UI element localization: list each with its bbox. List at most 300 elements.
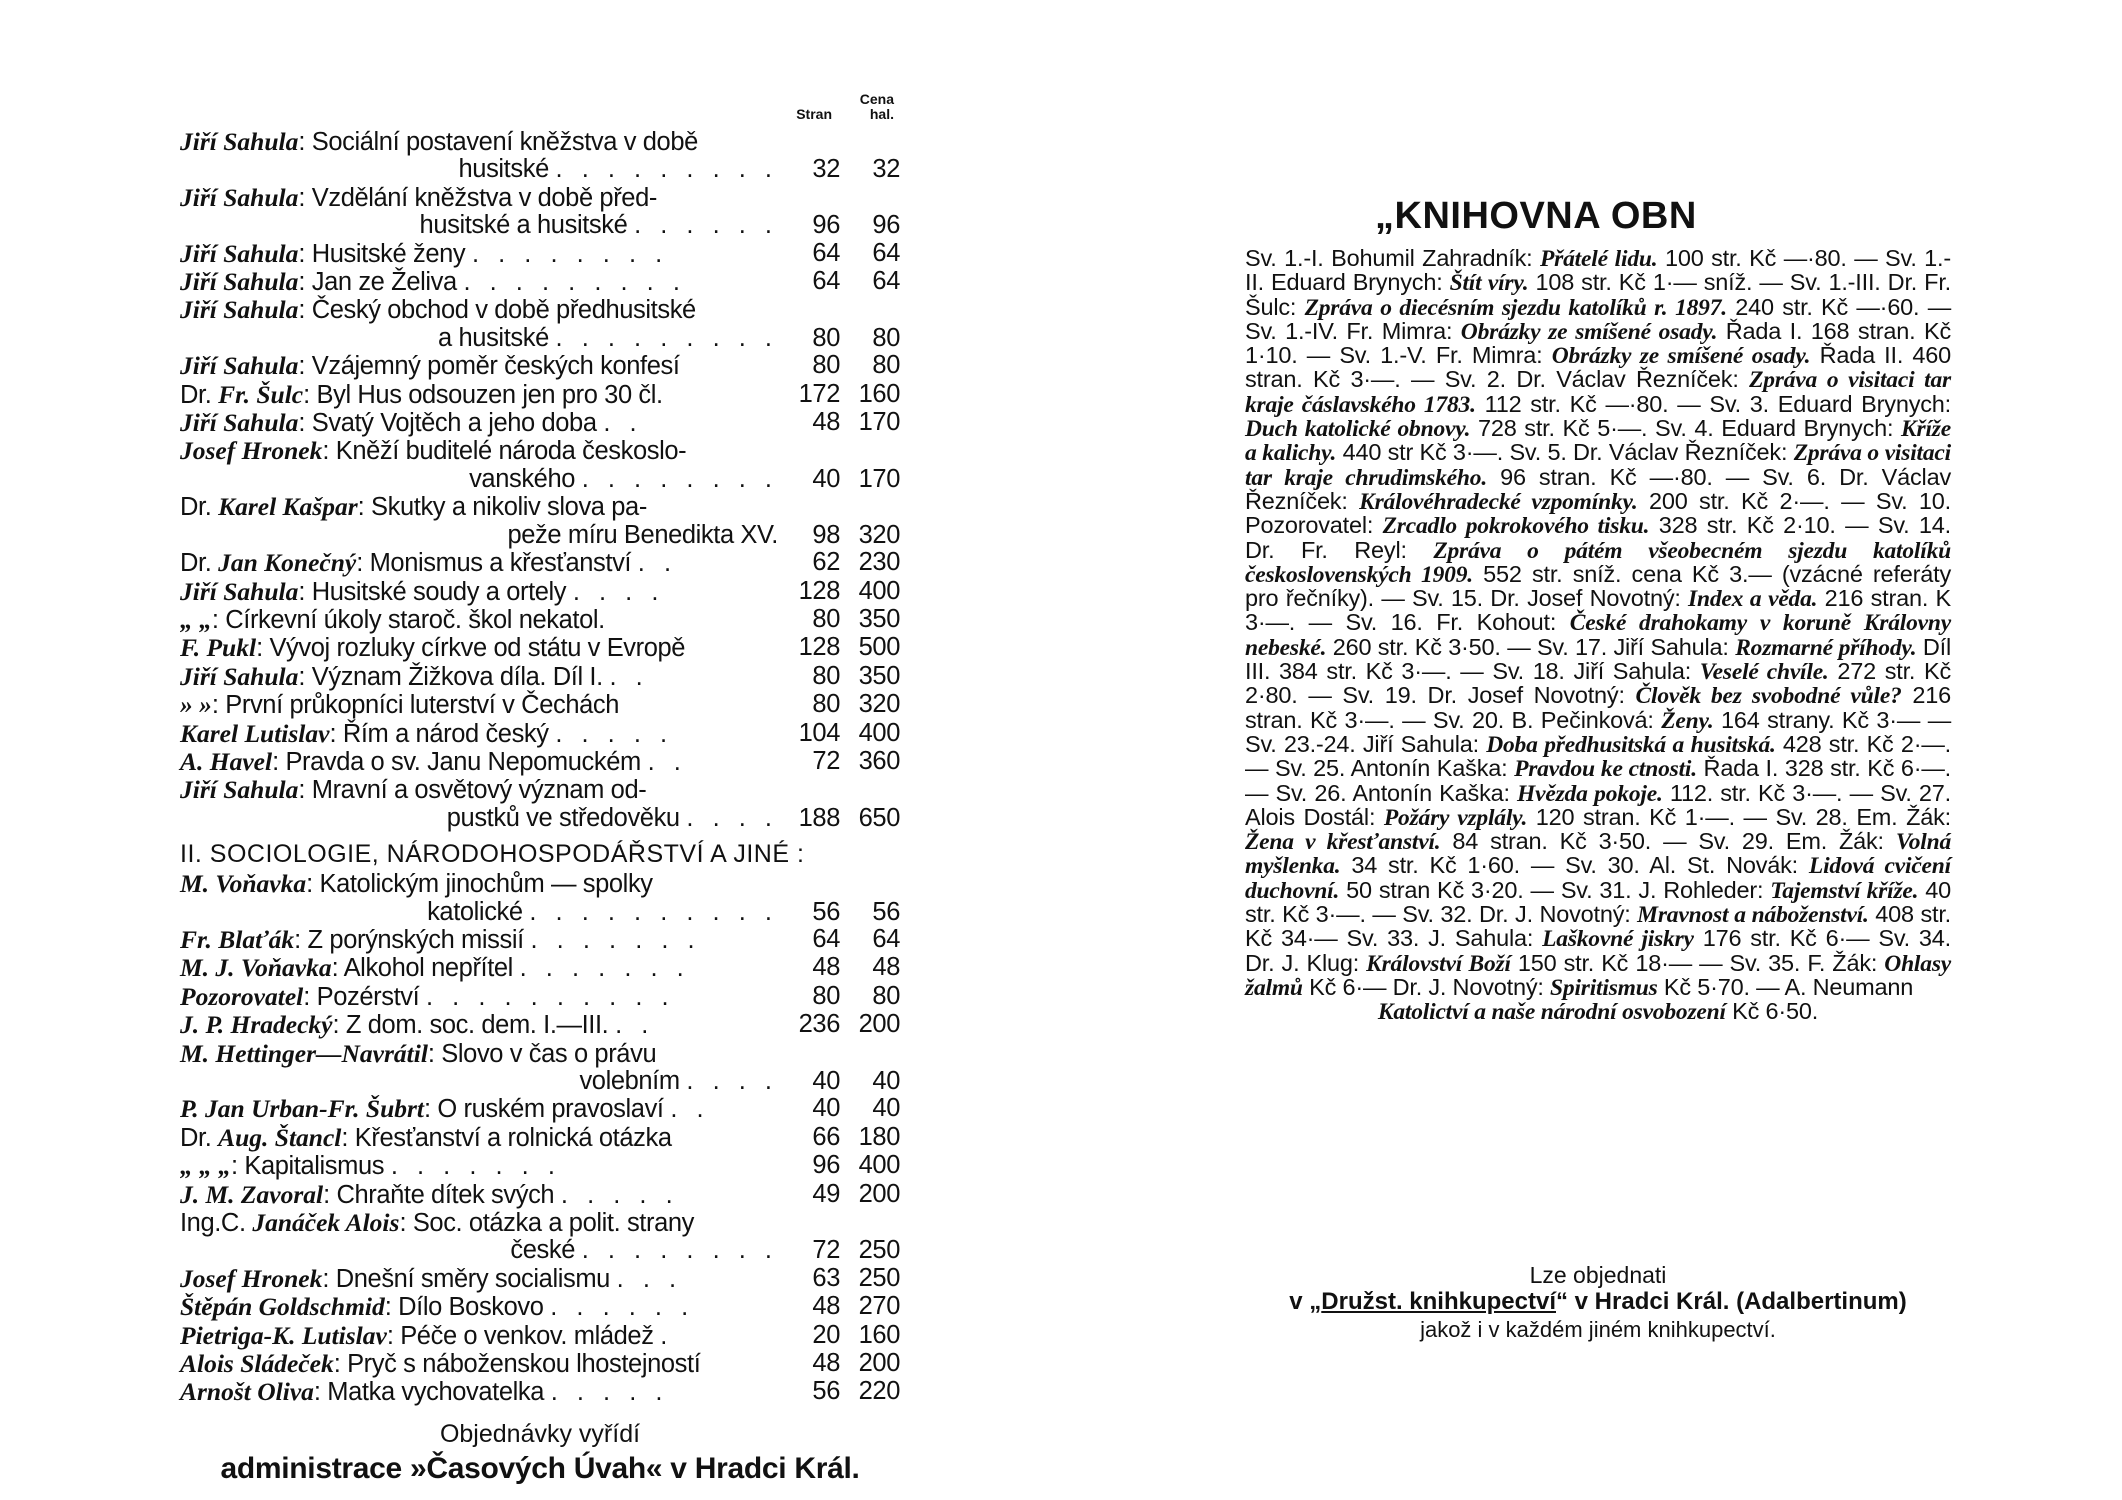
title-continuation: pustků ve středověku . . . . xyxy=(446,803,778,832)
price: 160 xyxy=(858,379,900,408)
leader-dots: . . . . xyxy=(686,1067,778,1095)
author: Jiří Sahula xyxy=(180,295,299,325)
book-details: 240 str. Kč —·60. — xyxy=(1726,293,1951,320)
book-details: 96 stran. Kč —·80. — xyxy=(1487,463,1763,490)
book-title: Doba předhusitská a husitská. xyxy=(1486,731,1776,758)
book-title: Slovo v čas o právu xyxy=(441,1039,657,1068)
book-title: Církevní úkoly staroč. škol nekatol. xyxy=(225,605,605,634)
book-title: Obrázky ze smíšené osady. xyxy=(1460,318,1718,345)
catalogue-entry xyxy=(180,720,900,748)
leader-dots: . . xyxy=(615,1011,655,1040)
book-title: Ohlasy žalmů xyxy=(1245,950,1951,1001)
order-address: administrace »Časových Úvah« v Hradci Král. xyxy=(220,1451,860,1485)
book-title: Mravnost a náboženství. xyxy=(1637,902,1869,929)
author: Fr. Blaťák xyxy=(180,924,295,954)
author: Pietriga-K. Lutislav xyxy=(180,1320,387,1350)
book-title: Člověk bez svobodné vůle? xyxy=(1635,683,1902,710)
series-item xyxy=(1347,925,1879,951)
page-count: 40 xyxy=(812,1094,840,1123)
book-title: Kapitalismus xyxy=(244,1152,385,1181)
author: Jiří Sahula xyxy=(180,267,299,297)
page-count: 96 xyxy=(812,1151,840,1180)
price: 200 xyxy=(858,1349,900,1378)
catalogue-list xyxy=(180,128,900,1489)
entry-text: Jiří Sahula: Český obchod v době předhusitské a husitské . . . . . . . . . xyxy=(180,295,778,352)
book-title: Svatý Vojtěch a jeho doba xyxy=(311,409,597,438)
book-title: Zrcadlo pokrokového tisku. xyxy=(1382,513,1650,540)
price: 250 xyxy=(858,1236,900,1265)
book-title: Monismus a křesťanství xyxy=(369,549,632,578)
series-item xyxy=(1433,707,1951,733)
volume-author: Sv. 23.-24. Jiří Sahula: xyxy=(1245,730,1487,757)
author: Arnošt Oliva xyxy=(180,1377,314,1407)
book-details: 260 str. Kč 3·50. — xyxy=(1326,633,1537,660)
page-count: 32 xyxy=(812,155,840,184)
price: 270 xyxy=(858,1292,900,1321)
series-last-item xyxy=(1245,1000,1951,1024)
page-count: 40 xyxy=(812,1067,840,1095)
catalogue-entry xyxy=(180,1350,900,1378)
price: 64 xyxy=(872,924,900,953)
catalogue-entry xyxy=(180,663,900,691)
author: „ „ xyxy=(180,604,212,634)
volume-author: Sv. 16. Fr. Kohout: xyxy=(1345,609,1570,636)
book-title: Skutky a nikoliv slova pa- xyxy=(371,493,647,522)
order-note: Objednávky vyřídí xyxy=(439,1419,641,1448)
entry-text: J. M. Zavoral: Chraňte dítek svých . . . . . xyxy=(180,1179,679,1209)
volume-author: Sv. 1.-V. Fr. Mimra: xyxy=(1339,342,1552,369)
entry-text: Jiří Sahula: Sociální postavení kněžstva v době husitské . . . . . . . . . xyxy=(180,127,778,184)
author: Štěpán Goldschmid xyxy=(180,1292,385,1322)
book-title: Veselé chvíle. xyxy=(1699,659,1829,686)
book-title: Duch katolické obnovy. xyxy=(1245,416,1471,443)
book-details: 84 stran. Kč 3·50. — xyxy=(1440,828,1699,855)
price: 96 xyxy=(872,211,900,240)
volume-author: Sv. 25. Antonín Kaška: xyxy=(1274,755,1515,782)
entry-text: M. J. Voňavka: Alkohol nepřítel . . . . . . . xyxy=(180,953,690,983)
page-count: 66 xyxy=(812,1122,840,1151)
page-count: 64 xyxy=(812,924,840,953)
series-items xyxy=(1245,245,1951,1000)
catalogue-entry xyxy=(180,748,900,776)
leader-dots: . . . . . . . . xyxy=(581,464,778,493)
catalogue-part-1 xyxy=(180,128,900,832)
volume-author: Sv. 19. Dr. Josef Novotný: xyxy=(1342,682,1636,709)
book-details: 120 stran. Kč 1·—. — xyxy=(1527,803,1776,830)
book-details: 164 strany. Kč 3·— — xyxy=(1713,706,1951,733)
catalogue-entry xyxy=(180,1095,900,1123)
entry-text: Pietriga-K. Lutislav: Péče o venkov. mládež . xyxy=(180,1320,674,1350)
page-count: 104 xyxy=(798,718,840,747)
author-prefix: Dr. xyxy=(180,1123,212,1152)
entry-text: Alois Sládeček: Pryč s náboženskou lhostejností xyxy=(180,1349,701,1379)
author: Aug. Štancl xyxy=(218,1122,342,1152)
pages-column-header: Stran xyxy=(796,106,832,122)
book-title: Přátelé lidu. xyxy=(1540,246,1658,272)
volume-author: Sv. 27. Alois Dostál: xyxy=(1245,779,1952,830)
book-title: Chraňte dítek svých xyxy=(336,1180,555,1209)
price: 400 xyxy=(858,576,900,605)
book-title: Zpráva o visitaci tar kraje chrudimského. xyxy=(1245,440,1951,491)
book-details: Díl III. 384 str. Kč 3·—. — xyxy=(1245,633,1952,685)
book-title: Zpráva o diecésním sjezdu katolíků r. 1897. xyxy=(1304,294,1727,321)
book-title: Tajemství kříže. xyxy=(1770,877,1919,904)
author: Jiří Sahula xyxy=(180,408,299,438)
entry-text: M. Voňavka: Katolickým jinochům — spolky katolické . . . . . . . . . . xyxy=(180,869,778,926)
leader-dots: . . . . . . . . . xyxy=(463,268,686,297)
author: Janáček Alois xyxy=(252,1208,400,1238)
catalogue-entry xyxy=(180,409,900,437)
volume-author: Sv. 6. Dr. Václav Řezníček: xyxy=(1245,463,1951,514)
leader-dots: . . . . . . . . xyxy=(581,1236,778,1265)
page-count: 80 xyxy=(812,323,840,352)
entry-text: Jiří Sahula: Význam Žižkova díla. Díl I. . . xyxy=(180,661,649,691)
catalogue-entry xyxy=(180,1181,900,1209)
book-title: Obrázky ze smíšené osady. xyxy=(1551,343,1811,370)
book-title: Soc. otázka a polit. strany xyxy=(412,1209,694,1238)
volume-author: Sv. 17. Jiří Sahula: xyxy=(1536,633,1736,660)
leader-dots: . . . . . xyxy=(550,1378,669,1407)
book-title: Spiritismus xyxy=(1550,974,1658,1001)
catalogue-entry xyxy=(180,1293,900,1321)
book-details: 728 str. Kč 5·—. xyxy=(1470,415,1656,442)
title-continuation: husitské a husitské . . . . . . xyxy=(419,211,778,240)
leader-dots: . . . . . . . . . . xyxy=(425,982,675,1011)
book-details: Kč 6·50. xyxy=(1725,998,1819,1025)
entry-text: M. Hettinger—Navrátil: Slovo v čas o právu volebním . . . . xyxy=(180,1038,778,1095)
price: 80 xyxy=(872,323,900,352)
price: 80 xyxy=(872,981,900,1010)
entry-text: Josef Hronek: Kněží buditelé národa českoslo- vanského . . . . . . . . xyxy=(180,436,778,493)
bookshop-name: Družst. knihkupectví xyxy=(1321,1288,1556,1315)
author: Alois Sládeček xyxy=(180,1349,334,1379)
catalogue-entry xyxy=(180,926,900,954)
leader-dots: . . xyxy=(609,662,649,691)
order-line-3: jakož i v každém jiném knihkupectví. xyxy=(1420,1317,1776,1342)
volume-author: Dr. J. Novotný: xyxy=(1392,973,1551,1000)
page-count: 49 xyxy=(812,1179,840,1208)
author: Pozorovatel xyxy=(180,981,304,1011)
author-prefix: Dr. xyxy=(180,380,212,409)
volume-author: Sv. 29. Em. Žák: xyxy=(1698,828,1896,855)
book-details: Kč 5·70. — A. Neumann xyxy=(1657,973,1914,1000)
volume-author: Sv. 4. Eduard Brynych: xyxy=(1655,415,1902,442)
page-count: 48 xyxy=(812,1349,840,1378)
title-continuation: vanského . . . . . . . . xyxy=(469,464,778,493)
author: Jiří Sahula xyxy=(180,775,299,805)
title-continuation: české . . . . . . . . xyxy=(510,1236,778,1265)
book-details: 108 str. Kč 1·— sníž. — xyxy=(1528,269,1790,296)
book-details: 40 str. Kč 3·—. — xyxy=(1245,876,1951,928)
book-title: Význam Žižkova díla. Díl I. xyxy=(311,662,603,691)
leader-dots: . . xyxy=(670,1095,710,1124)
book-details: 408 str. Kč 34·— xyxy=(1245,901,1952,952)
catalogue-entry xyxy=(180,296,900,352)
entry-text: Dr. Fr. Šulc: Byl Hus odsouzen jen pro 30 čl. xyxy=(180,379,663,409)
price: 400 xyxy=(858,718,900,747)
price: 160 xyxy=(858,1320,900,1349)
author: Josef Hronek xyxy=(180,436,323,466)
volume-author: Sv. 15. Dr. Josef Novotný: xyxy=(1411,585,1689,612)
page-count: 80 xyxy=(812,351,840,380)
catalogue-entry xyxy=(180,381,900,409)
leader-dots: . . . . xyxy=(572,577,665,606)
book-title: Index a věda. xyxy=(1688,586,1818,613)
entry-text: Ing.C. Janáček Alois: Soc. otázka a polit. strany české . . . . . . . . xyxy=(180,1208,778,1265)
book-title: Volná myšlenka. xyxy=(1245,829,1951,880)
page-count: 128 xyxy=(798,633,840,662)
series-list xyxy=(1245,247,1951,1025)
volume-author: Sv. 32. Dr. J. Novotný: xyxy=(1402,901,1638,928)
volume-author: Sv. 10. Pozorovatel: xyxy=(1245,487,1951,539)
book-title: Pozérství xyxy=(316,982,420,1011)
book-title: Ženy. xyxy=(1661,707,1714,734)
book-title: Pravdou ke ctnosti. xyxy=(1514,756,1697,783)
page-count: 98 xyxy=(812,520,840,549)
price: 320 xyxy=(858,520,900,549)
page-count: 172 xyxy=(798,379,840,408)
book-details: 216 stran. Kč 3·—. — xyxy=(1245,682,1951,733)
page-count: 64 xyxy=(812,238,840,267)
entry-text: Dr. Aug. Štancl: Křesťanství a rolnická otázka xyxy=(180,1122,672,1152)
catalogue-entry xyxy=(180,606,900,634)
author: Jiří Sahula xyxy=(180,351,299,381)
leader-dots: . . . xyxy=(616,1264,683,1293)
book-title: Žena v křesťanství. xyxy=(1245,829,1441,856)
volume-author: Sv. 26. Antonín Kaška: xyxy=(1275,779,1518,806)
price: 170 xyxy=(858,464,900,493)
book-title: Pravda o sv. Janu Nepomuckém xyxy=(285,747,641,776)
leader-dots: . xyxy=(660,1321,674,1350)
book-details: 100 str. Kč —·80. — xyxy=(1657,245,1886,271)
author: J. P. Hradecký xyxy=(180,1010,333,1040)
book-title: O ruském pravoslaví xyxy=(437,1095,664,1124)
catalogue-entry xyxy=(180,549,900,577)
book-title: Katolictví a naše národní osvobození xyxy=(1377,999,1726,1026)
leader-dots: . . . . . . . xyxy=(390,1152,561,1181)
price: 32 xyxy=(872,155,900,184)
page-count: 128 xyxy=(798,576,840,605)
book-details: 272 str. Kč 2·80. — xyxy=(1245,658,1951,709)
entry-text: Štěpán Goldschmid: Dílo Boskovo . . . . . . xyxy=(180,1292,695,1322)
book-title: Český obchod v době předhusitské xyxy=(311,296,696,325)
page-count: 188 xyxy=(798,803,840,832)
book-title: Péče o venkov. mládež xyxy=(400,1321,654,1350)
entry-text: » »: První průkopníci luterství v Čechách xyxy=(180,690,620,720)
volume-author: Sv. 14. Dr. Fr. Reyl: xyxy=(1245,512,1951,563)
book-title: České drahokamy v koruně Královny nebeské. xyxy=(1245,610,1951,661)
catalogue-entry xyxy=(180,1322,900,1350)
price: 400 xyxy=(858,1151,900,1180)
book-title: Křesťanství a rolnická otázka xyxy=(354,1123,672,1152)
price: 180 xyxy=(858,1122,900,1151)
book-details: 552 str. sníž. cena Kč 3.— (vzácné referáty pro řečníky). — xyxy=(1245,560,1951,612)
catalogue-entry xyxy=(180,776,900,832)
book-details: Řada I. 168 stran. Kč 1·10. — xyxy=(1245,317,1951,369)
book-title: Kněží buditelé národa českoslo- xyxy=(335,437,687,466)
title-continuation: husitské . . . . . . . . . xyxy=(458,155,778,184)
price: 650 xyxy=(858,803,900,832)
book-title: Zpráva o visitaci tar kraje čáslavského 1783. xyxy=(1245,367,1952,418)
volume-author: Sv. 34. Dr. J. Klug: xyxy=(1245,925,1951,976)
book-title: Lidová cvičení duchovní. xyxy=(1245,853,1951,904)
entry-text: Pozorovatel: Pozérství . . . . . . . . . . xyxy=(180,981,675,1011)
entry-text: „ „ „: Kapitalismus . . . . . . . xyxy=(180,1151,561,1181)
book-title: Zpráva o pátém všeobecném sjezdu katolíků československých 1909. xyxy=(1245,537,1951,588)
title-continuation: katolické . . . . . . . . . . xyxy=(427,897,778,926)
catalogue-entry xyxy=(180,691,900,719)
book-title: Královéhradecké vzpomínky. xyxy=(1359,488,1638,515)
book-title: Z porýnských missií xyxy=(307,925,524,954)
title-continuation: peže míru Benedikta XV. xyxy=(507,520,778,549)
book-title: Z dom. soc. dem. I.—III. xyxy=(345,1011,609,1040)
title-continuation: a husitské . . . . . . . . . xyxy=(438,323,778,352)
catalogue-entry xyxy=(180,1209,900,1265)
volume-author: Sv. 1.-IV. Fr. Mimra: xyxy=(1245,317,1461,344)
leader-dots: . . . . . . . xyxy=(519,954,690,983)
price: 64 xyxy=(872,267,900,296)
price: 320 xyxy=(858,690,900,719)
book-details: Kč 6·— xyxy=(1302,973,1393,1000)
price: 360 xyxy=(858,746,900,775)
leader-dots: . . . . . . . . . . xyxy=(529,897,778,926)
leader-dots: . . . . . xyxy=(555,719,674,748)
page-count: 64 xyxy=(812,267,840,296)
price: 80 xyxy=(872,351,900,380)
book-title: Byl Hus odsouzen jen pro 30 čl. xyxy=(316,380,663,409)
book-details: 112. str. Kč 3·—. — xyxy=(1662,779,1881,806)
book-details: 216 stran. K 3·—. — xyxy=(1245,585,1951,636)
author-prefix: Ing.C. xyxy=(180,1209,246,1238)
author-prefix: Dr. xyxy=(180,493,212,522)
entry-text: J. P. Hradecký: Z dom. soc. dem. I.—III. . . xyxy=(180,1010,655,1040)
price-column-header: Cena hal. xyxy=(859,91,894,122)
price: 250 xyxy=(858,1263,900,1292)
book-details: 150 str. Kč 18·— — xyxy=(1510,949,1730,976)
price: 170 xyxy=(858,408,900,437)
book-details: 328 str. Kč 2·10. — xyxy=(1649,512,1878,539)
author: Jiří Sahula xyxy=(180,238,299,268)
order-line-2: v „Družst. knihkupectví“ v Hradci Král. (Adalbertinum) xyxy=(1289,1288,1907,1315)
page-count: 236 xyxy=(798,1010,840,1039)
page-count: 96 xyxy=(812,211,840,240)
entry-text: Josef Hronek: Dnešní směry socialismu . . . xyxy=(180,1263,683,1293)
book-title: Jan ze Želiva xyxy=(311,268,457,297)
author: Jiří Sahula xyxy=(180,661,299,691)
catalogue-entry xyxy=(180,268,900,296)
volume-author: Sv. 2. Dr. Václav Řezníček: xyxy=(1444,366,1750,393)
volume-author: Sv. 1.-I. Bohumil Zahradník: xyxy=(1245,245,1541,271)
book-details: 50 stran Kč 3·20. — xyxy=(1339,876,1561,903)
book-title: Pryč s náboženskou lhostejností xyxy=(347,1350,701,1379)
book-title: Vývoj rozluky církve od státu v Evropě xyxy=(269,634,686,663)
leader-dots: . . . . . . . . . xyxy=(555,155,778,184)
catalogue-entry xyxy=(180,954,900,982)
author: Jan Konečný xyxy=(218,548,357,578)
volume-author: Sv. 5. Dr. Václav Řezníček: xyxy=(1509,439,1794,466)
page-count: 63 xyxy=(812,1263,840,1292)
entry-text: Jiří Sahula: Vzdělání kněžstva v době před- husitské a husitské . . . . . . xyxy=(180,182,778,240)
catalogue-entry xyxy=(180,1152,900,1180)
leader-dots: . . xyxy=(603,409,643,438)
series-heading: „KNIHOVNA OBN xyxy=(1375,195,1697,237)
series-item xyxy=(1245,245,1885,271)
author: Jiří Sahula xyxy=(180,127,299,156)
leader-dots: . . . . . . . . xyxy=(471,239,669,268)
catalogue-entry xyxy=(180,184,900,240)
page-count: 62 xyxy=(812,548,840,577)
author: M. Hettinger—Navrátil xyxy=(180,1038,428,1068)
book-title: Hvězda pokoje. xyxy=(1517,780,1663,807)
page-count: 56 xyxy=(812,897,840,926)
page-count: 80 xyxy=(812,604,840,633)
entry-text: Jiří Sahula: Jan ze Želiva . . . . . . . . . xyxy=(180,267,686,297)
book-details: 440 str Kč 3·—. xyxy=(1336,439,1510,466)
entry-text: „ „: Církevní úkoly staroč. škol nekatol. xyxy=(180,604,605,634)
author: Fr. Šulc xyxy=(218,379,304,409)
author: Karel Lutislav xyxy=(180,718,330,748)
volume-author: Sv. 33. J. Sahula: xyxy=(1346,925,1543,952)
price: 48 xyxy=(872,953,900,982)
book-details: 200 str. Kč 2·—. — xyxy=(1637,487,1876,514)
price: 230 xyxy=(858,548,900,577)
page-count: 80 xyxy=(812,981,840,1010)
volume-author: Sv. 31. J. Rohleder: xyxy=(1560,876,1771,903)
catalogue-entry xyxy=(180,240,900,268)
book-title: Husitské soudy a ortely xyxy=(311,577,567,606)
book-title: Vzdělání kněžstva v době před- xyxy=(311,183,657,212)
author: M. J. Voňavka xyxy=(180,953,332,983)
book-details: 34 str. Kč 1·60. — xyxy=(1340,852,1566,879)
catalogue-entry xyxy=(180,1011,900,1039)
entry-text: Dr. Jan Konečný: Monismus a křesťanství . . xyxy=(180,548,678,578)
order-line-1: Lze objednati xyxy=(1529,1262,1667,1288)
leader-dots: . . xyxy=(637,549,678,578)
leader-dots: . . . . . xyxy=(560,1180,679,1209)
entry-text: P. Jan Urban-Fr. Šubrt: O ruském pravoslaví . . xyxy=(180,1094,710,1124)
catalogue-entry xyxy=(180,1265,900,1293)
entry-text: Jiří Sahula: Svatý Vojtěch a jeho doba . . xyxy=(180,408,643,438)
book-title: Matka vychovatelka xyxy=(327,1378,545,1407)
book-details: 112 str. Kč —·80. — xyxy=(1475,390,1710,417)
book-title: Alkohol nepřítel xyxy=(343,954,513,983)
book-title: Vzájemný poměr českých konfesí xyxy=(311,352,680,381)
volume-author: Sv. 1.-II. Eduard Brynych: xyxy=(1245,245,1952,296)
page-count: 48 xyxy=(812,408,840,437)
book-title: Sociální postavení kněžstva v době xyxy=(311,128,698,156)
price: 200 xyxy=(858,1010,900,1039)
page-count: 72 xyxy=(812,746,840,775)
entry-text: Jiří Sahula: Husitské ženy . . . . . . . . xyxy=(180,238,669,268)
page-count: 40 xyxy=(812,464,840,493)
catalogue-entry xyxy=(180,128,900,184)
title-continuation: volebním . . . . xyxy=(579,1067,778,1095)
page-count: 80 xyxy=(812,661,840,690)
page-count: 20 xyxy=(812,1320,840,1349)
entry-text: Karel Lutislav: Řím a národ český . . . . . xyxy=(180,718,674,748)
author-prefix: Dr. xyxy=(180,549,212,578)
page-count: 48 xyxy=(812,953,840,982)
book-title: Husitské ženy xyxy=(311,239,466,268)
book-title: První průkopníci luterství v Čechách xyxy=(225,691,620,720)
leader-dots: . . . . . . xyxy=(634,211,778,240)
catalogue-part-2 xyxy=(180,870,900,1407)
author: Josef Hronek xyxy=(180,1263,323,1293)
leader-dots: . . . . . . . xyxy=(530,925,701,954)
catalogue-entry xyxy=(180,578,900,606)
entry-text: Jiří Sahula: Vzájemný poměr českých konfesí xyxy=(180,351,680,381)
page-count: 48 xyxy=(812,1292,840,1321)
